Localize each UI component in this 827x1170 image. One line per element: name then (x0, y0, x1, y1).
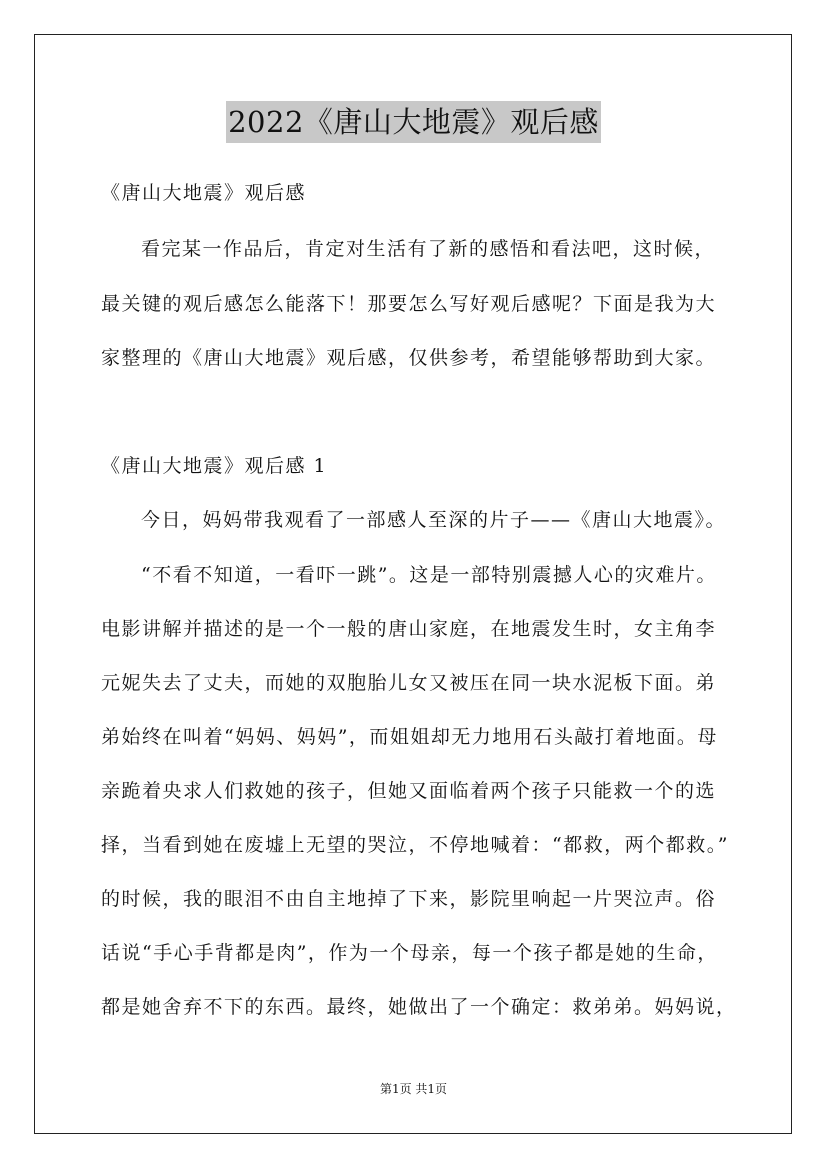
section1-line-7: 择，当看到她在废墟上无望的哭泣，不停地喊着：“都救，两个都救。” (101, 834, 729, 856)
section1-line-9: 话说“手心手背都是肉”，作为一个母亲，每一个孩子都是她的生命， (101, 942, 718, 964)
title-container (0, 101, 827, 143)
section1-line-8: 的时候，我的眼泪不由自主地掉了下来，影院里响起一片哭泣声。俗 (101, 888, 717, 910)
section1-line-10: 都是她舍弃不下的东西。最终，她做出了一个确定：救弟弟。妈妈说， (101, 996, 737, 1018)
document-title: 2022《唐山大地震》观后感 (226, 101, 601, 143)
section1-line-5: 弟始终在叫着“妈妈、妈妈”，而姐姐却无力地用石头敲打着地面。母 (101, 726, 718, 748)
section1-line-3: 电影讲解并描述的是一个一般的唐山家庭，在地震发生时，女主角李 (101, 618, 717, 640)
page-number-footer: 第1页 共1页 (379, 1082, 448, 1096)
section1-line-4: 元妮失去了丈夫，而她的双胞胎儿女又被压在同一块水泥板下面。弟 (101, 672, 717, 694)
section1-line-1: 今日，妈妈带我观看了一部感人至深的片子——《唐山大地震》。 (141, 509, 727, 531)
section1-line-2: “不看不知道，一看吓一跳”。这是一部特别震撼人心的灾难片。 (141, 564, 717, 586)
section1-heading: 《唐山大地震》观后感 1 (101, 455, 328, 477)
section1-line-6: 亲跪着央求人们救她的孩子，但她又面临着两个孩子只能救一个的选 (101, 780, 717, 802)
intro-line-2: 最关键的观后感怎么能落下！那要怎么写好观后感呢？下面是我为大 (101, 293, 717, 315)
intro-heading: 《唐山大地震》观后感 (101, 182, 307, 204)
intro-line-1: 看完某一作品后，肯定对生活有了新的感悟和看法吧，这时候， (141, 238, 716, 260)
intro-line-3: 家整理的《唐山大地震》观后感，仅供参考，希望能够帮助到大家。 (101, 347, 717, 369)
